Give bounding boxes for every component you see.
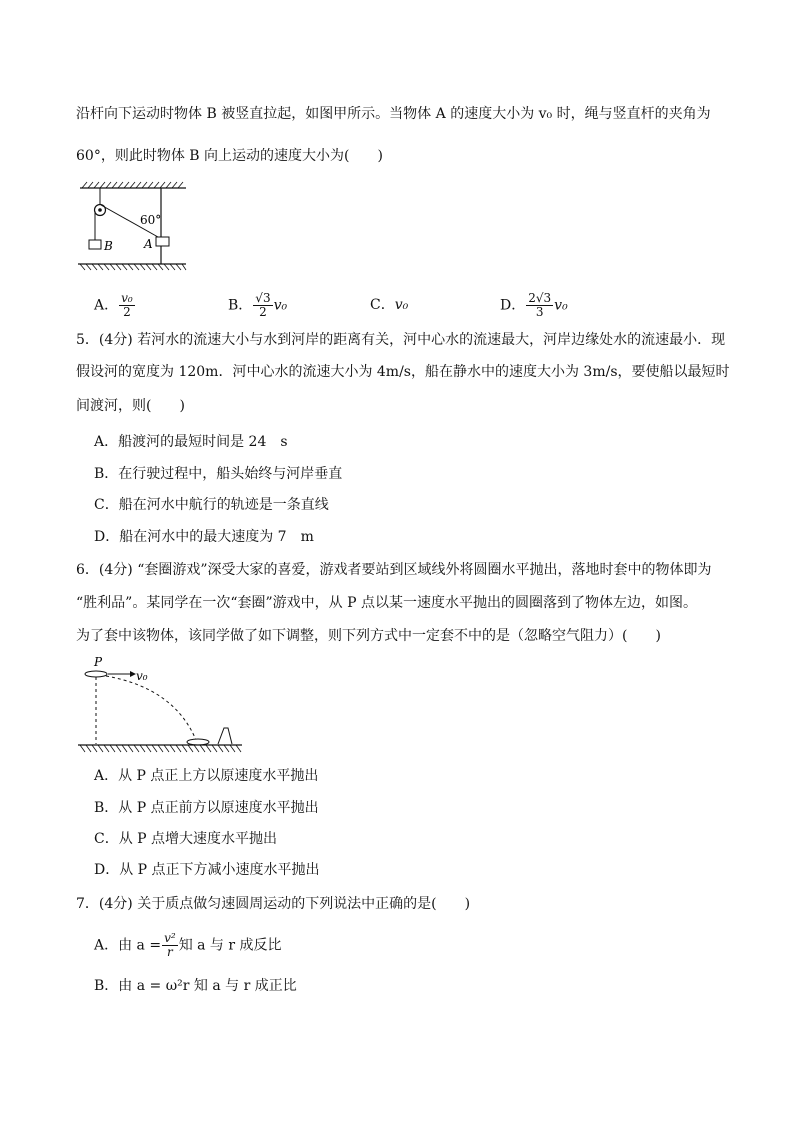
q5-stem-line-1: 5．(4分) 若河水的流速大小与水到河岸的距离有关，河中心水的流速最大，河岸边缘处水的流速最小．现 [76,332,726,348]
q6-option-b[interactable]: B．从 P 点正前方以原速度水平抛出 [94,800,319,816]
q4-option-d-fraction: $\frac{2√3}{3}$ [528,291,552,319]
q6-stem-line-3: 为了套中该物体，该同学做了如下调整，则下列方式中一定套不中的是（忽略空气阻力）( ) [76,628,661,644]
q4-label-b: B [104,239,113,253]
q6-ring-toss-figure [74,652,246,758]
q7-stem-line-1: 7．(4分) 关于质点做匀速圆周运动的下列说法中正确的是( ) [76,896,471,912]
q4-option-a-fraction: $\frac{\text{v₀}}{2}$ [121,291,133,319]
q4-label-a: A [144,237,153,251]
q4-option-b[interactable] [228,292,287,319]
q4-option-d-tail: v₀ [554,297,568,314]
q5-stem-line-2: 假设河的宽度为 120m．河中心水的流速大小为 4m/s，船在静水中的速度大小为 3m/s，要使船以最短时 [76,364,730,380]
q6-option-d[interactable]: D．从 P 点正下方减小速度水平抛出 [94,862,320,878]
q6-option-a[interactable]: A．从 P 点正上方以原速度水平抛出 [94,768,319,784]
q4-stem-line-2: 60°，则此时物体 B 向上运动的速度大小为( ) [76,148,383,164]
q4-option-b-fraction: $\frac{√3}{2}$ [255,291,271,319]
q7-option-a-fraction: $\frac{\text{v²}}{r}$ [164,931,176,959]
q4-option-c[interactable] [370,295,408,315]
q6-stem-line-2: “胜利品”。某同学在一次“套圈”游戏中，从 P 点以某一速度水平抛出的圆圈落到了物体左边，如图。 [76,595,697,611]
q5-option-c[interactable]: C．船在河水中航行的轨迹是一条直线 [94,497,329,513]
q5-option-d[interactable]: D．船在河水中的最大速度为 7 m [94,529,314,545]
q5-stem-line-3: 间渡河，则( ) [76,398,185,414]
q7-option-a-suffix: 知 a 与 r 成反比 [178,937,282,954]
q4-option-d-label: D． [500,297,526,314]
q6-option-c[interactable]: C．从 P 点增大速度水平抛出 [94,831,278,847]
q4-option-c-label: C． [370,297,395,313]
q4-pulley-figure [74,180,194,276]
q4-option-d[interactable] [500,292,568,319]
q5-option-b[interactable]: B．在行驶过程中，船头始终与河岸垂直 [94,466,343,482]
q7-option-a-prefix: A．由 a = [94,937,162,954]
q4-option-c-text: v₀ [394,297,409,313]
q4-option-b-label: B． [228,297,253,314]
q5-option-a[interactable]: A．船渡河的最短时间是 24 s [94,434,288,450]
q4-option-b-tail: v₀ [273,297,288,314]
q4-option-a-label: A． [94,297,119,314]
q4-stem-line-1: 沿杆向下运动时物体 B 被竖直拉起，如图甲所示。当物体 A 的速度大小为 v₀ 时，绳与竖直杆的夹角为 [76,106,711,122]
q7-option-a[interactable] [94,932,282,959]
q6-label-p: P [94,655,103,669]
q4-angle-label: 60° [140,213,162,227]
q4-option-a[interactable] [94,292,136,319]
q6-stem-line-1: 6．(4分) “套圈游戏”深受大家的喜爱，游戏者要站到区域线外将圆圈水平抛出，落地时套中的物体即为 [76,562,712,578]
q7-option-b[interactable]: B．由 a = ω²r 知 a 与 r 成正比 [94,978,297,994]
q6-label-v0: v₀ [136,669,148,683]
